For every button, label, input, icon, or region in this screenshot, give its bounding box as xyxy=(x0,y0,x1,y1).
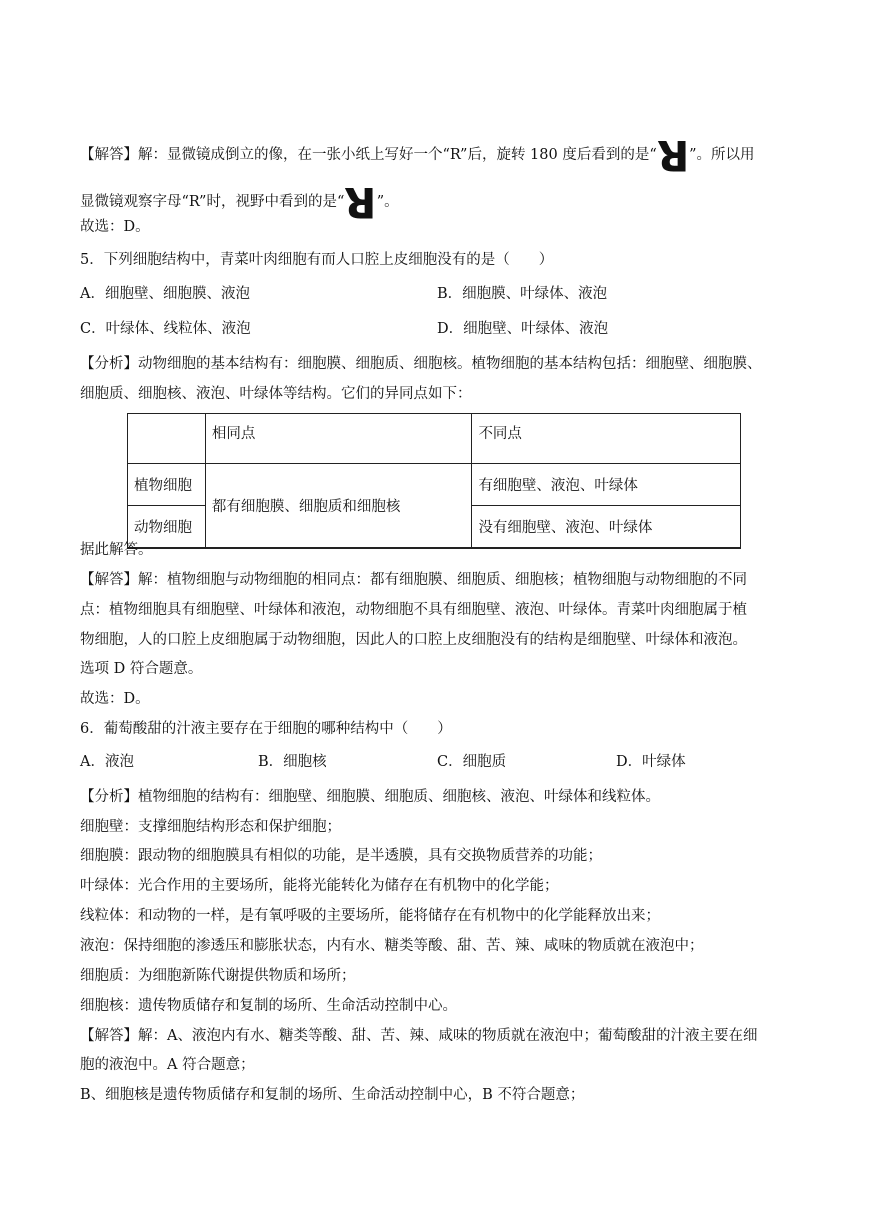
q5-answer-line: 选项 D 符合题意。 xyxy=(80,661,203,677)
q5-question: 5．下列细胞结构中，青菜叶肉细胞有而人口腔上皮细胞没有的是（ ） xyxy=(80,252,554,268)
q6-analysis-line: 叶绿体：光合作用的主要场所，能将光能转化为储存在有机物中的化学能； xyxy=(80,878,559,894)
table-diff-cell: 有细胞壁、液泡、叶绿体 xyxy=(472,464,741,506)
q5-analysis-line: 细胞质、细胞核、液泡、叶绿体等结构。它们的异同点如下： xyxy=(80,386,472,402)
q6-answer-line: B、细胞核是遗传物质储存和复制的场所、生命活动控制中心，B 不符合题意； xyxy=(80,1087,585,1103)
q5-option-a: A．细胞壁、细胞膜、液泡 xyxy=(80,286,250,302)
q5-option-b: B．细胞膜、叶绿体、液泡 xyxy=(437,286,608,302)
q6-option-a: A．液泡 xyxy=(80,754,134,770)
comparison-table xyxy=(127,413,741,549)
q6-analysis-line: 细胞膜：跟动物的细胞膜具有相似的功能，是半透膜，具有交换物质营养的功能； xyxy=(80,848,602,864)
table-header-cell: 相同点 xyxy=(205,414,472,464)
q4-answer-text-d: ”。 xyxy=(376,194,399,210)
table-same-cell: 都有细胞膜、细胞质和细胞核 xyxy=(205,464,472,549)
q5-analysis-line: 【分析】动物细胞的基本结构有：细胞膜、细胞质、细胞核。植物细胞的基本结构包括：细胞壁、细胞膜、 xyxy=(80,356,762,372)
rotated-r-glyph: R xyxy=(344,178,377,227)
q6-answer-line: 【解答】解：A、液泡内有水、糖类等酸、甜、苦、辣、咸味的物质就在液泡中；葡萄酸甜的汁液主要在细 xyxy=(80,1028,758,1044)
table-row-label: 植物细胞 xyxy=(128,464,206,506)
table-header-row xyxy=(128,414,741,464)
table-header-cell: 不同点 xyxy=(472,414,741,464)
q6-analysis-line: 细胞质：为细胞新陈代谢提供物质和场所； xyxy=(80,968,356,984)
q4-answer-line1 xyxy=(80,131,755,180)
q5-option-c: C．叶绿体、线粒体、液泡 xyxy=(80,321,251,337)
q4-choice: 故选：D。 xyxy=(80,219,150,235)
q6-analysis-line: 【分析】植物细胞的结构有：细胞壁、细胞膜、细胞质、细胞核、液泡、叶绿体和线粒体。 xyxy=(80,789,660,805)
q4-answer-text-b: ”。所以用 xyxy=(689,147,755,163)
q4-answer-text-c: 显微镜观察字母“R”时，视野中看到的是“ xyxy=(80,194,345,210)
table-diff-cell: 没有细胞壁、液泡、叶绿体 xyxy=(472,506,741,549)
q5-answer-line: 【解答】解：植物细胞与动物细胞的相同点：都有细胞膜、细胞质、细胞核；植物细胞与动物细胞的不同 xyxy=(80,572,747,588)
q6-analysis-line: 细胞壁：支撑细胞结构形态和保护细胞； xyxy=(80,819,341,835)
q5-answer-line: 点：植物细胞具有细胞壁、叶绿体和液泡，动物细胞不具有细胞壁、液泡、叶绿体。青菜叶肉细胞属于植 xyxy=(80,602,747,618)
q6-option-c: C．细胞质 xyxy=(437,754,507,770)
q6-analysis-line: 液泡：保持细胞的渗透压和膨胀状态，内有水、糖类等酸、甜、苦、辣、咸味的物质就在液泡中； xyxy=(80,938,704,954)
table-header-cell xyxy=(128,414,206,464)
q5-answer-line: 物细胞，人的口腔上皮细胞属于动物细胞，因此人的口腔上皮细胞没有的结构是细胞壁、叶绿体和液泡。 xyxy=(80,632,747,648)
q5-choice: 故选：D。 xyxy=(80,691,150,707)
q5-after-table: 据此解答。 xyxy=(80,542,153,558)
q6-answer-line: 胞的液泡中。A 符合题意； xyxy=(80,1057,255,1073)
q6-option-b: B．细胞核 xyxy=(258,754,327,770)
table-row xyxy=(128,464,741,506)
rotated-r-glyph: R xyxy=(656,131,690,180)
table-row-label: 动物细胞 xyxy=(128,506,206,549)
q5-option-d: D．细胞壁、叶绿体、液泡 xyxy=(437,321,609,337)
q6-analysis-line: 细胞核：遗传物质储存和复制的场所、生命活动控制中心。 xyxy=(80,998,457,1014)
q6-option-d: D．叶绿体 xyxy=(616,754,686,770)
q6-analysis-line: 线粒体：和动物的一样，是有氧呼吸的主要场所，能将储存在有机物中的化学能释放出来； xyxy=(80,908,660,924)
q6-question: 6．葡萄酸甜的汁液主要存在于细胞的哪种结构中（ ） xyxy=(80,721,452,737)
q4-answer-text-a: 【解答】解：显微镜成倒立的像，在一张小纸上写好一个“R”后，旋转 180 度后看到的是“ xyxy=(80,147,657,163)
